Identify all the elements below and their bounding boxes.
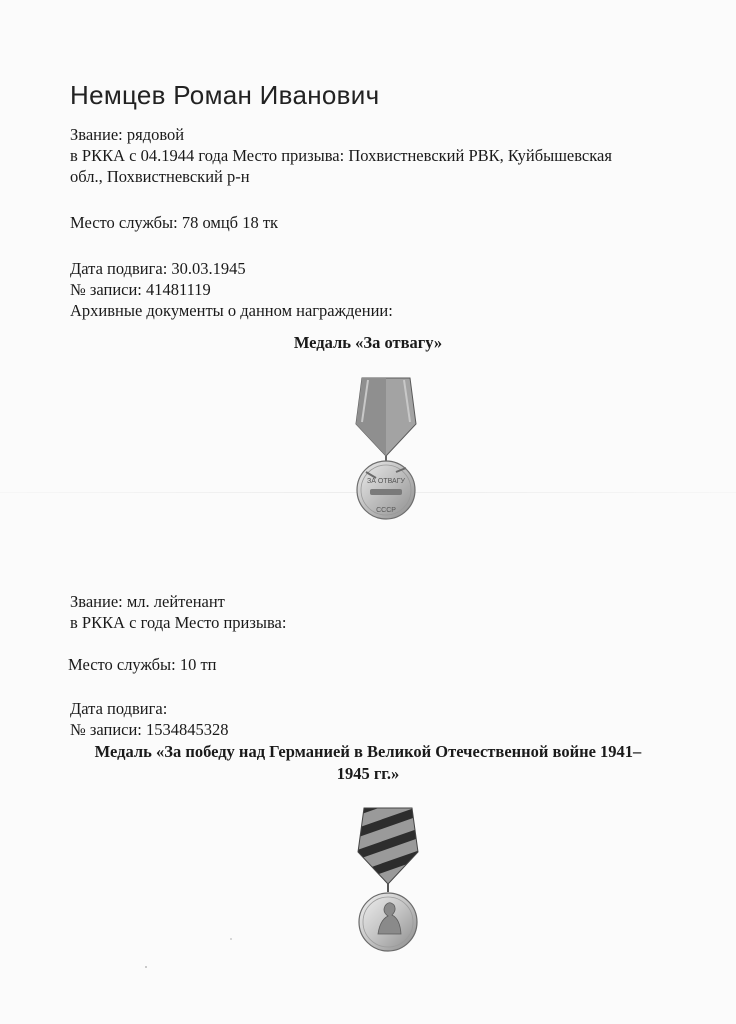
- scan-speck: [230, 938, 232, 940]
- award1-conscription-line2: обл., Похвистневский р-н: [70, 167, 250, 186]
- award1-record-number: № записи: 41481119: [70, 280, 211, 299]
- medal-for-courage-image: [346, 376, 426, 522]
- award2-medal-title-line2: 1945 гг.»: [336, 764, 400, 783]
- person-name: Немцев Роман Иванович: [70, 80, 380, 110]
- award1-archive-label: Архивные документы о данном награждении:: [70, 301, 393, 320]
- award1-details: [70, 124, 612, 187]
- award2-medal-title: [40, 741, 696, 785]
- scan-speck: [145, 966, 147, 968]
- ribbon-shape: [356, 378, 416, 462]
- medal-face-text: ЗА ОТВАГУ: [367, 478, 405, 485]
- award1-rank: Звание: рядовой: [70, 125, 185, 144]
- award2-conscription: в РККА с года Место призыва:: [70, 613, 287, 632]
- award2-date: Дата подвига:: [70, 699, 168, 718]
- award2-rank: Звание: мл. лейтенант: [70, 592, 225, 611]
- award2-unit: Место службы: 10 тп: [68, 655, 217, 674]
- medal-victory-over-germany-image: [348, 806, 428, 954]
- award1-unit: Место службы: 78 омцб 18 тк: [70, 213, 279, 232]
- award1-medal-title: Медаль «За отвагу»: [293, 333, 443, 352]
- medal-bottom-text: СССР: [376, 507, 396, 514]
- award1-record-block: [70, 258, 393, 321]
- award2-details: [70, 591, 286, 633]
- award1-date: Дата подвига: 30.03.1945: [70, 259, 246, 278]
- award1-conscription-line1: в РККА с 04.1944 года Место призыва: Похвистневский РВК, Куйбышевская: [70, 146, 612, 165]
- award2-medal-title-line1: Медаль «За победу над Германией в Великой Отечественной войне 1941–: [94, 742, 642, 761]
- award2-record-block: [70, 698, 229, 740]
- award2-record-number: № записи: 1534845328: [70, 720, 229, 739]
